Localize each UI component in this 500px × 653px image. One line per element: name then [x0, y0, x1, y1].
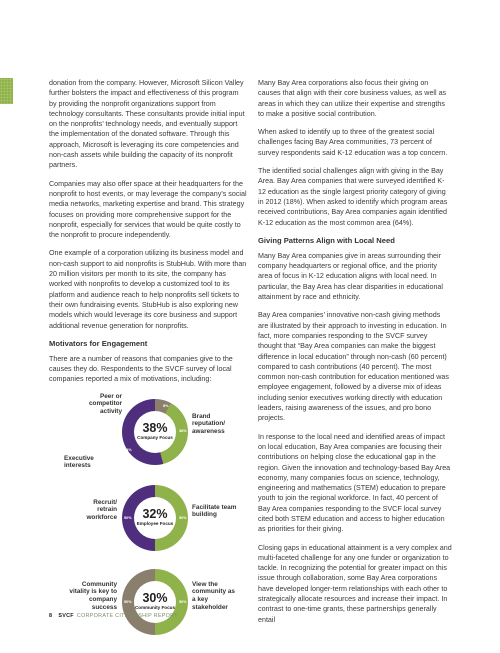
paragraph: Many Bay Area corporations also focus their giving on causes that align with their core business values, as well as areas in which they can utilize their expertise and strengths to make a positive social contribution. — [258, 79, 447, 118]
slice-label: 50% — [179, 515, 187, 520]
paragraph: Many Bay Area companies give in areas surrounding their company headquarters or regional office, and the priority area of focus in K-12 education aligns with local need. In particular, the Bay Area has clear disparities in educational attainment by race and ethnicity. — [258, 251, 443, 302]
paragraph: The identified social challenges align with giving in the Bay Area. Bay Area companies that were surveyed identified K-12 education as the single largest priority category of giving in 2012 (18%). When asked to identify which program areas received contributions, Bay Area companies again identified K-12 education as the most common area (64%). — [258, 167, 448, 227]
paragraph: In response to the local need and identified areas of impact on local education, Bay Area companies are focusing their contributions on helping close the educational gap in the region. Given the innovation and technology-based Bay Area economy, many companies focus on science, technology, engineering and mathematics (STEM) education to prepare youth to join the regional workforce. In fact, 40 percent of Bay Area companies responding to the SVCF local survey cited both STEM education and access to higher education as priorities for their giving. — [258, 432, 451, 534]
legend-community-vitality: Community vitality is key to company success — [69, 580, 117, 611]
paragraph: When asked to identify up to three of the greatest social challenges facing Bay Area communities, 73 percent of survey respondents said K-12 education was a top concern. — [258, 128, 448, 157]
slice-label: 54% — [124, 447, 132, 452]
slice-label: 8% — [163, 403, 169, 408]
legend-executive-interests: Executive interests — [64, 454, 94, 470]
legend-team-building: Facilitate team building — [192, 503, 237, 519]
paragraph: Companies may also offer space at their headquarters for the nonprofit to host events, or may leverage the company’s social media networks, marketing expertise and brand. This strategy focuses on providing more comprehensive support for the nonprofit, especially for services that would be quite costly to the nonprofit to procure independently. — [49, 179, 247, 240]
footer-brand: SVCF — [58, 613, 74, 619]
legend-community-stakeholder: View the community as a key stakeholder — [192, 580, 235, 611]
paragraph: Bay Area companies’ innovative non-cash giving methods are illustrated by their approach to investing in education. In fact, more companies responding to the SVCF survey thought that “Bay Area companies can make the biggest difference in local education” through non-cash (60 percent) compared to cash contributions (40 percent). The most common non-cash contribution for education mentioned was employee engagement, followed by a diverse mix of ideas including senior executives working directly with education leaders, raising awareness of the issues, and pro bono projects. — [258, 311, 449, 423]
slice-label: 50% — [124, 515, 132, 520]
donut-center-label: Employee Focus — [136, 521, 174, 527]
slice-label: 38% — [179, 428, 187, 433]
donut-center-percent: 38% — [142, 421, 168, 436]
footer-title: CORPORATE CITIZENSHIP REPORT — [76, 613, 178, 619]
donut-center-label: Community Focus — [134, 605, 176, 611]
paragraph: There are a number of reasons that companies give to the causes they do. Respondents to the SVCF survey of local companies reported a mix of motivations, including: — [49, 354, 233, 384]
legend-recruit-retrain: Recruit/ retrain workforce — [86, 498, 117, 521]
right-column — [258, 78, 452, 633]
legend-brand-reputation: Brand reputation/ awareness — [192, 412, 226, 435]
company-focus-donut — [122, 399, 188, 465]
donut-center-percent: 30% — [142, 591, 168, 606]
employee-focus-donut — [122, 485, 188, 551]
section-heading: Motivators for Engagement — [49, 338, 148, 348]
community-focus-donut — [122, 569, 188, 635]
page-number: 8 — [49, 613, 53, 619]
paragraph: donation from the company. However, Microsoft Silicon Valley further bolsters the impact and effectiveness of this program by providing the nonprofit organizations support from technology consultants. These consultants provide initial input on the nonprofits’ technology needs, and eventually support the implementation of the donated software. Through this approach, Microsoft is leveraging its core competencies and non-cash assets while building the capacity of its nonprofit partners. — [49, 79, 245, 170]
left-column — [49, 78, 247, 653]
donut-center-percent: 32% — [142, 507, 168, 522]
slice-label: 50% — [124, 599, 132, 604]
section-tab-marker — [0, 78, 13, 104]
legend-peer-competitor: Peer or competitor activity — [89, 392, 123, 415]
section-heading: Giving Patterns Align with Local Need — [258, 235, 395, 245]
paragraph: Closing gaps in educational attainment is a very complex and multi-faceted challenge for any one funder or organization to tackle. In recognizing the potential for greater impact on this issue through collaboration, some Bay Area corporations have developed longer-term relationships with each other to strategically allocate resources and increase their impact. In contrast to one-time grants, these partnerships generally entail — [258, 543, 452, 624]
donut-center-label: Company Focus — [137, 435, 173, 441]
paragraph: One example of a corporation utilizing its business model and non-cash support to aid nonprofits is StubHub. With more than 20 million visitors per month to its site, the company has worked with nonprofits to develop a customized tool to its platform and audience reach to help nonprofits sell tickets to their own fundraising events. StubHub is also exploring new models which would leverage its core business and support additional revenue generation for nonprofits. — [49, 249, 247, 330]
page-footer — [49, 613, 178, 619]
slice-label: 50% — [179, 599, 187, 604]
